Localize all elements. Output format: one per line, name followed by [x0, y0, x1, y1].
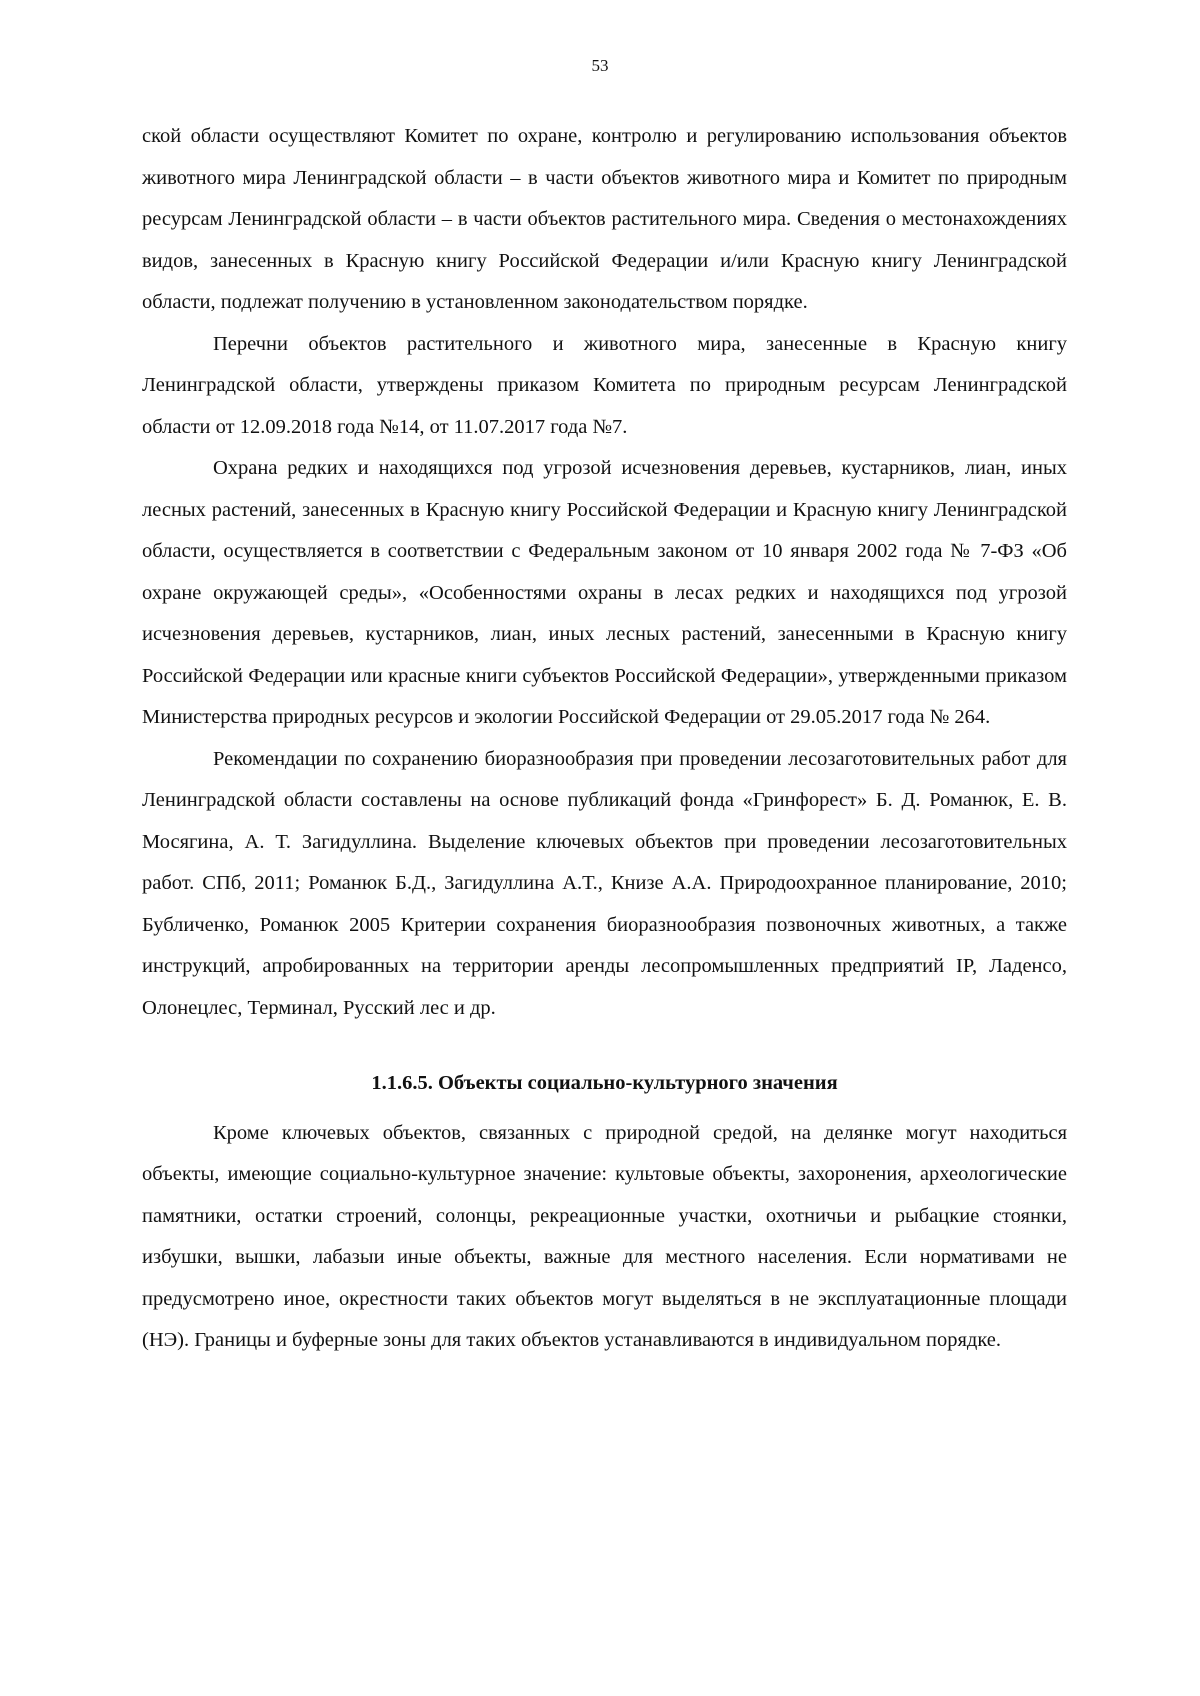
paragraph-1: ской области осуществляют Комитет по охране, контролю и регулированию использования объектов животного мира Ленинградской области – в части объектов животного мира и Комитет по природным ресурсам Ленинградской области – в части объектов растительного мира. Сведения о местонахождениях видов, занесенных в Красную книгу Российской Федерации и/или Красную книгу Ленинградской области, подлежат получению в установленном законодательством порядке. [142, 125, 1067, 313]
section-title: 1.1.6.5. Объекты социально-культурного значения [371, 1072, 838, 1094]
paragraph-2: Перечни объектов растительного и животного мира, занесенные в Красную книгу Ленинградской области, утверждены приказом Комитета по природным ресурсам Ленинградской области от 12.09.2018 года №14, от 11.07.2017 года №7. [142, 332, 1067, 438]
paragraph-5: Кроме ключевых объектов, связанных с природной средой, на делянке могут находиться объекты, имеющие социально-культурное значение: культовые объекты, захоронения, археологические памятники, остатки строений, солонцы, рекреационные участки, охотничьи и рыбацкие стоянки, избушки, вышки, лабазыи иные объекты, важные для местного населения. Если нормативами не предусмотрено иное, окрестности таких объектов могут выделяться в не эксплуатационные площади (НЭ). Границы и буферные зоны для таких объектов устанавливаются в индивидуальном порядке. [142, 1121, 1067, 1351]
paragraph-4: Рекомендации по сохранению биоразнообразия при проведении лесозаготовительных работ для Ленинградской области составлены на основе публикаций фонда «Гринфорест» Б. Д. Романюк, Е. В. Мосягина, А. Т. Загидуллина. Выделение ключевых объектов при проведении лесозаготовительных работ. СПб, 2011; Романюк Б.Д., Загидуллина А.Т., Книзе А.А. Природоохранное планирование, 2010; Бубличенко, Романюк 2005 Критерии сохранения биоразнообразия позвоночных животных, а также инструкций, апробированных на территории аренды лесопромышленных предприятий IP, Ладенсо, Олонецлес, Терминал, Русский лес и др. [142, 747, 1067, 1019]
page-number: 53 [591, 56, 609, 75]
page-content [142, 116, 1067, 1362]
paragraph-3: Охрана редких и находящихся под угрозой исчезновения деревьев, кустарников, лиан, иных лесных растений, занесенных в Красную книгу Российской Федерации и Красную книгу Ленинградской области, осуществляется в соответствии с Федеральным законом от 10 января 2002 года № 7-ФЗ «Об охране окружающей среды», «Особенностями охраны в лесах редких и находящихся под угрозой исчезновения деревьев, кустарников, лиан, иных лесных растений, занесенными в Красную книгу Российской Федерации или красные книги субъектов Российской Федерации», утвержденными приказом Министерства природных ресурсов и экологии Российской Федерации от 29.05.2017 года № 264. [142, 457, 1067, 728]
